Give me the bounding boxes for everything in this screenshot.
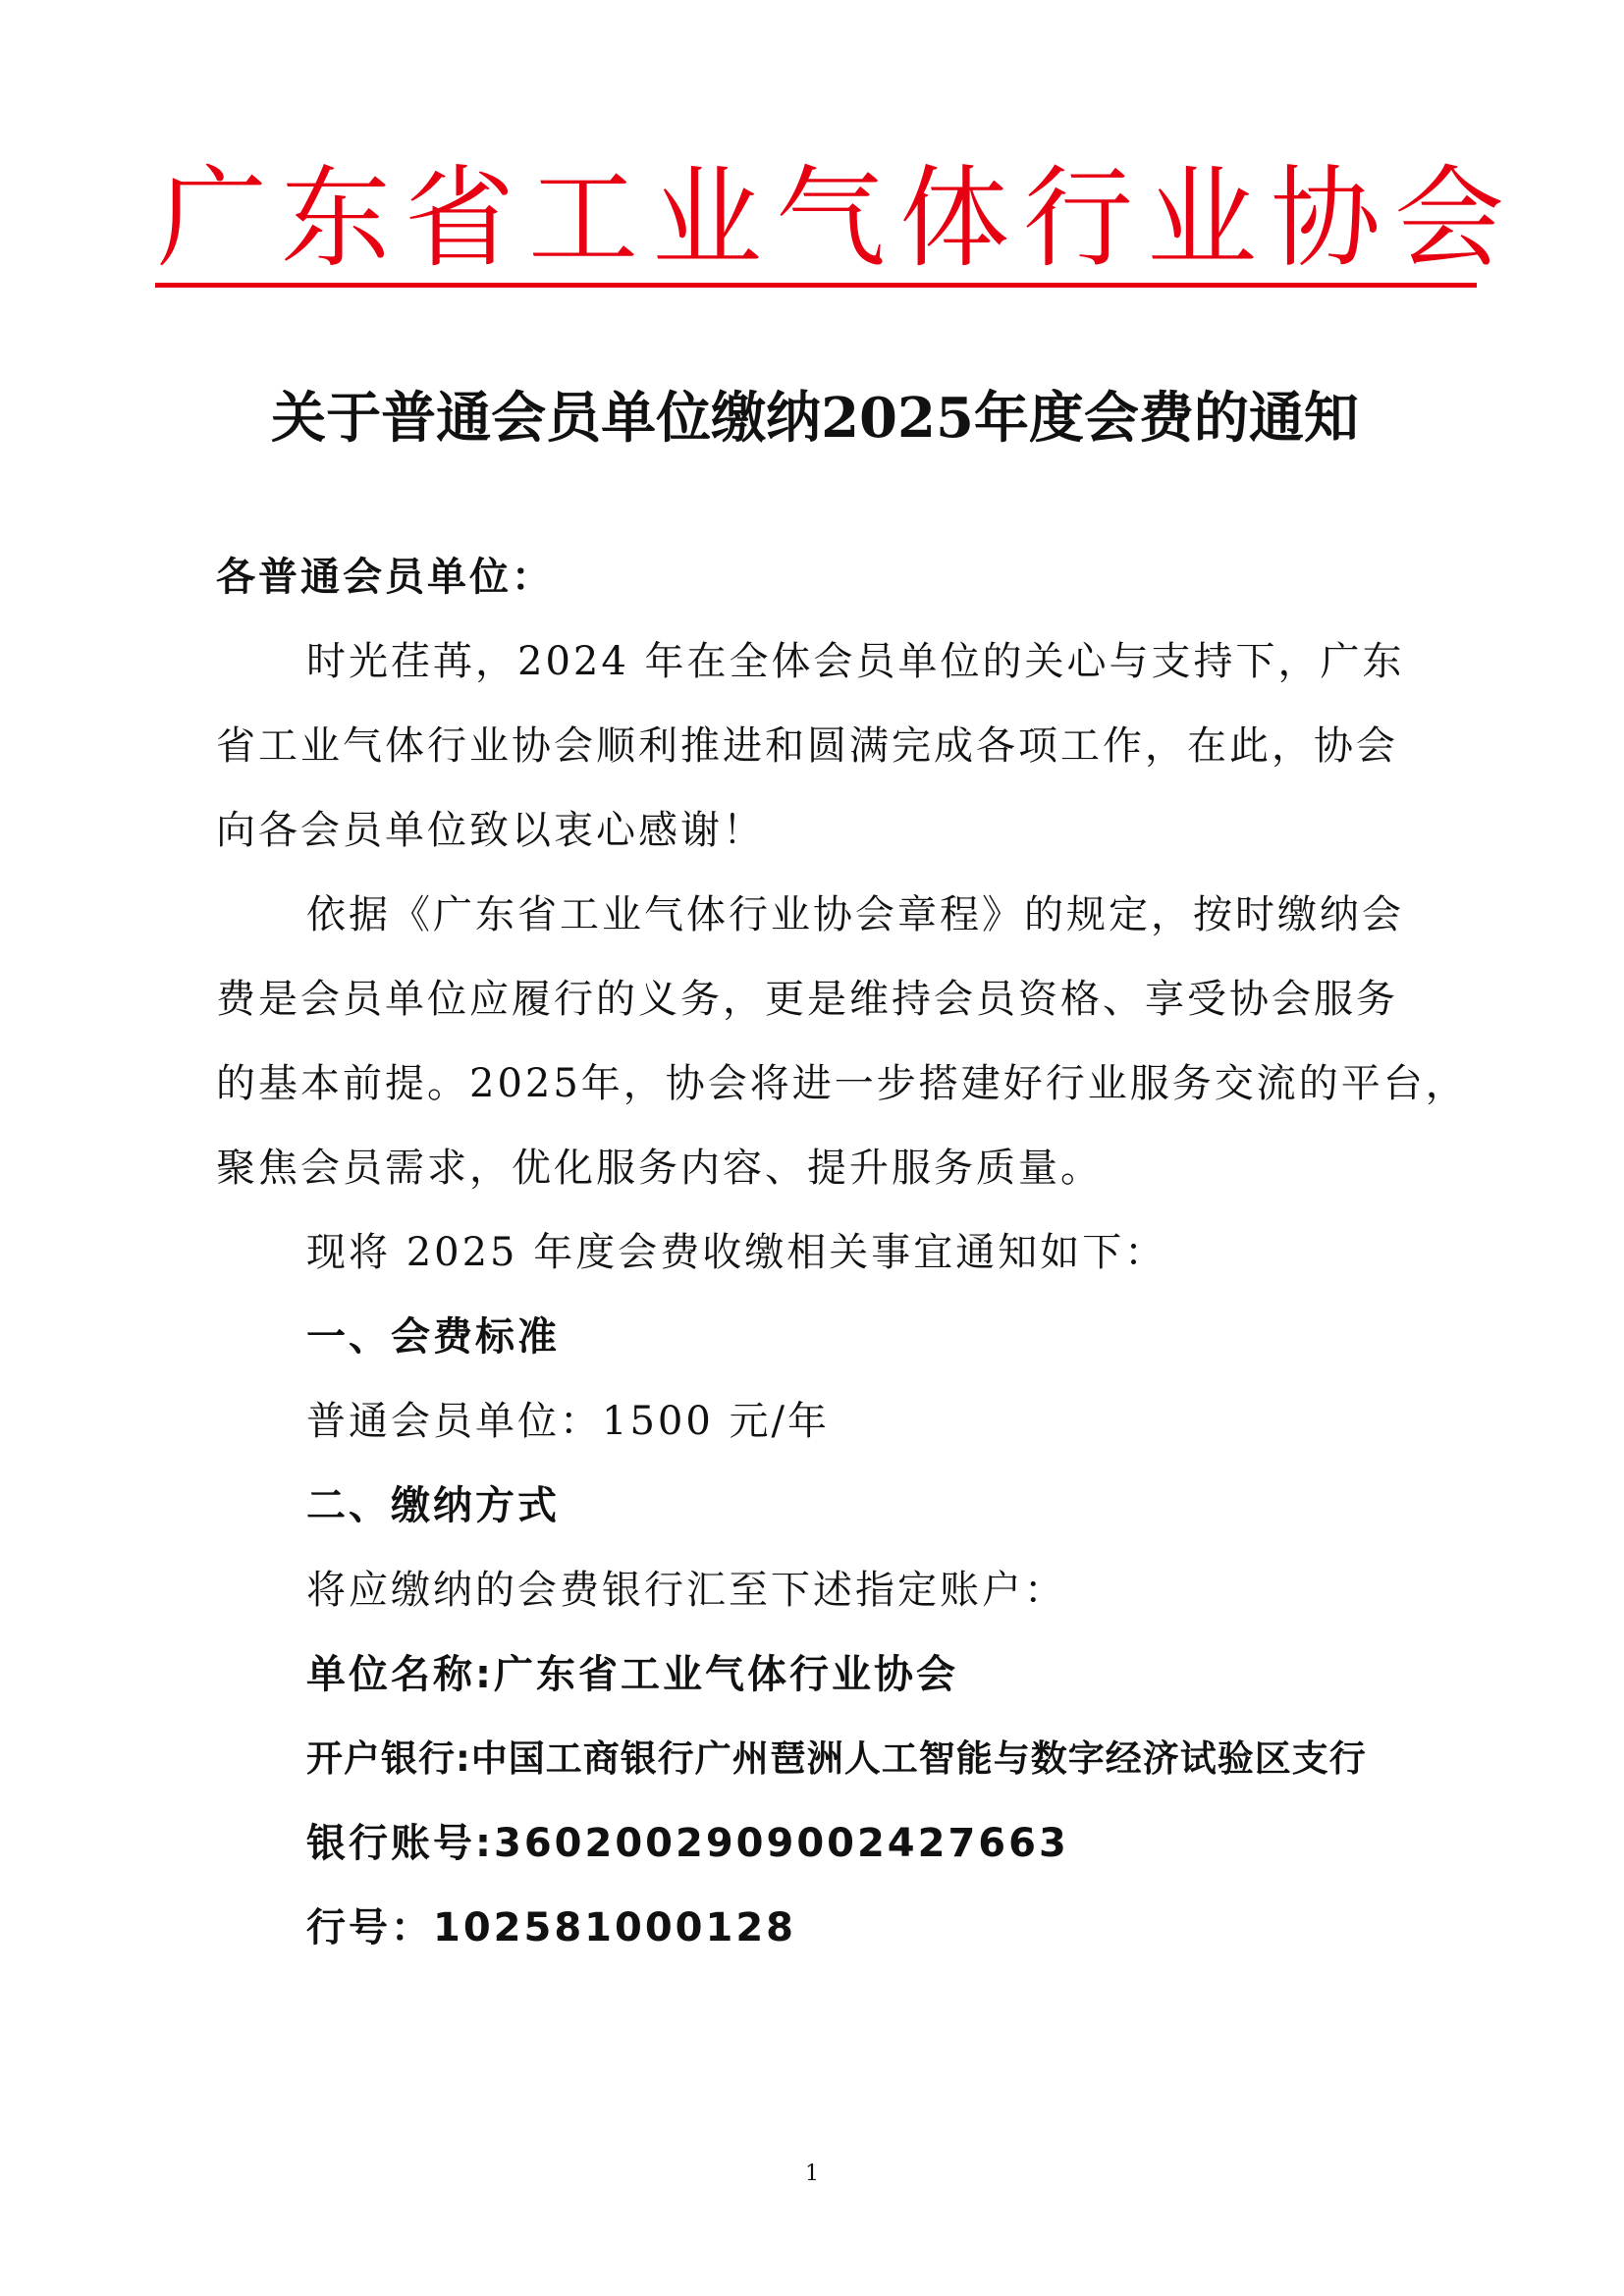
paragraph-2-line-4: 聚焦会员需求，优化服务内容、提升服务质量。 [216,1146,1103,1191]
paragraph-1-line-3: 向各会员单位致以衷心感谢！ [216,808,765,853]
section-1-heading: 一、会费标准 [306,1314,560,1360]
section-2-heading: 二、缴纳方式 [306,1483,560,1528]
paragraph-3: 现将 2025 年度会费收缴相关事宜通知如下： [306,1230,1167,1275]
salutation: 各普通会员单位： [216,555,554,600]
account-number: 银行账号:3602002909002427663 [306,1821,1069,1866]
paragraph-2-line-1: 依据《广东省工业气体行业协会章程》的规定，按时缴纳会 [306,892,1404,937]
document-title: 关于普通会员单位缴纳2025年度会费的通知 [271,386,1359,451]
paragraph-2-line-2: 费是会员单位应履行的义务，更是维持会员资格、享受协会服务 [216,977,1398,1022]
bank-code: 行号：102581000128 [306,1905,796,1950]
paragraph-1-line-1: 时光荏苒，2024 年在全体会员单位的关心与支持下，广东 [306,639,1405,684]
section-2-intro: 将应缴纳的会费银行汇至下述指定账户： [306,1568,1066,1613]
page-number: 1 [805,2162,819,2186]
header-red-rule [155,283,1477,288]
section-1-content: 普通会员单位：1500 元/年 [306,1399,830,1444]
account-name: 单位名称:广东省工业气体行业协会 [306,1652,958,1697]
bank-name: 开户银行:中国工商银行广州琶洲人工智能与数字经济试验区支行 [306,1737,1367,1780]
organization-header: 广东省工业气体行业协会 [157,155,1518,283]
paragraph-1-line-2: 省工业气体行业协会顺利推进和圆满完成各项工作，在此，协会 [216,723,1398,769]
paragraph-2-line-3: 的基本前提。2025年，协会将进一步搭建好行业服务交流的平台， [216,1061,1468,1106]
